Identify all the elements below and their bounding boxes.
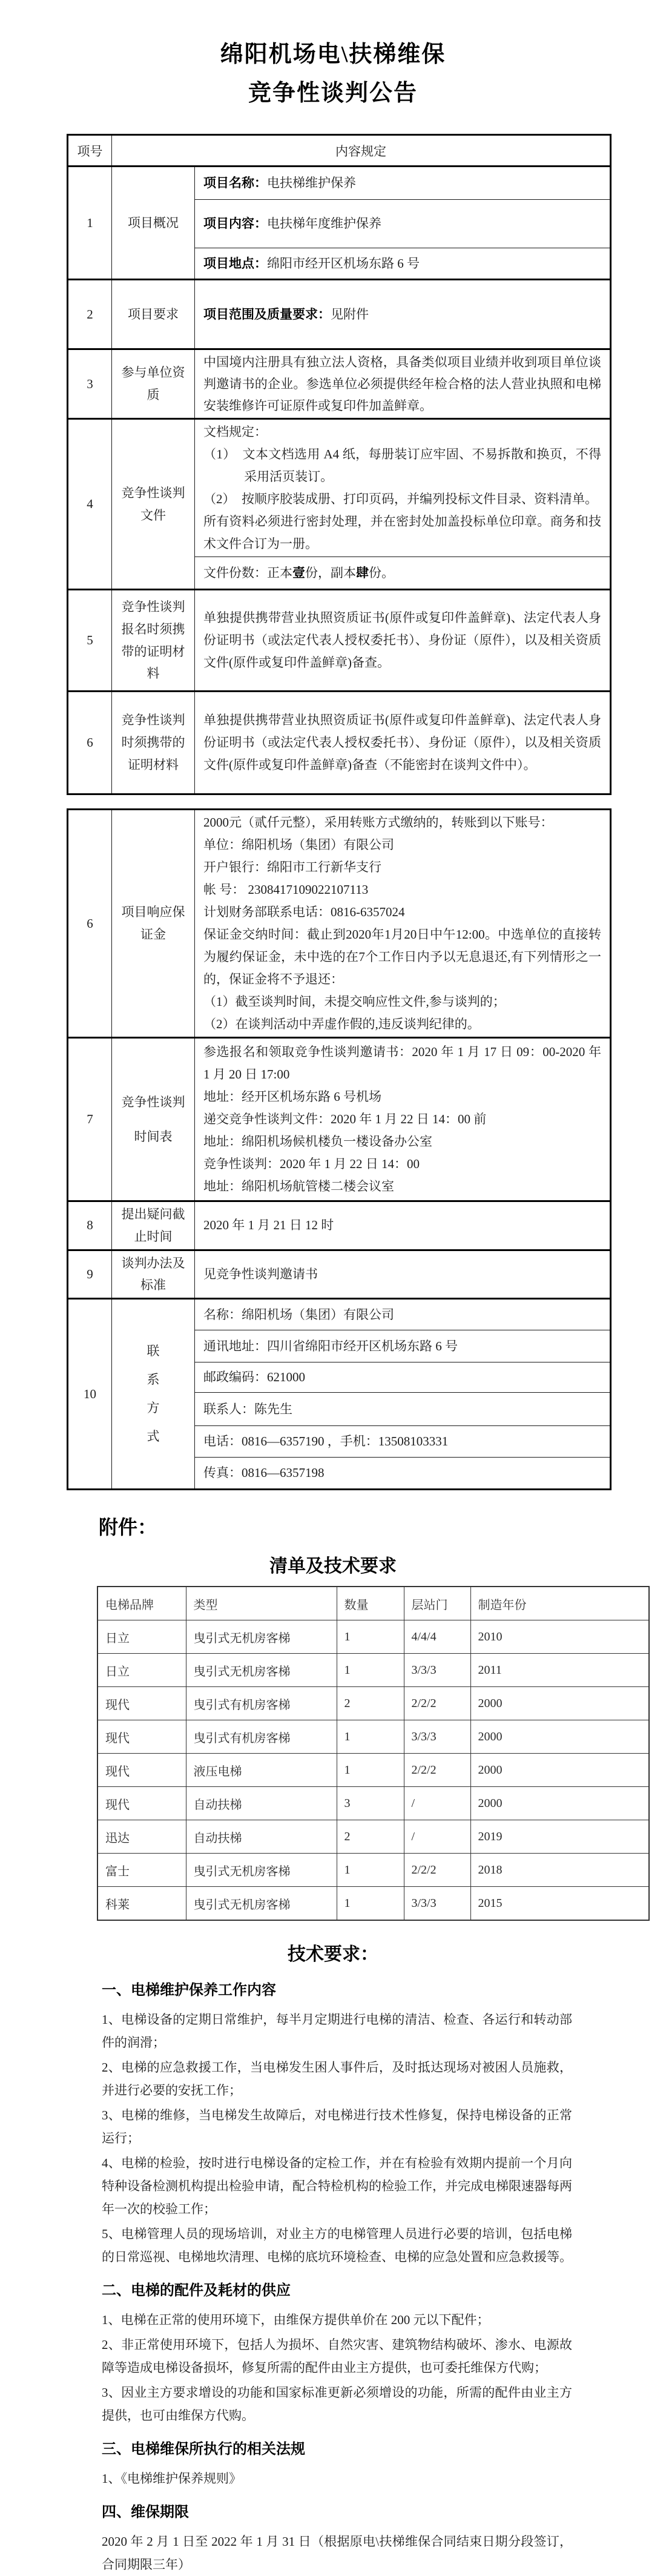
year: 2000 — [470, 1754, 649, 1787]
deposit-line: 保证金交纳时间：截止到2020年1月20日中午12:00。中选单位的直接转为履约保证金，未中选的在7个工作日内予以无息退还,有下列情形之一的，保证金将不予退还： — [203, 927, 601, 986]
year: 2011 — [470, 1654, 649, 1687]
elevator-row — [97, 1687, 649, 1720]
tech-requirements-body — [102, 1978, 572, 2576]
quantity: 3 — [337, 1787, 404, 1820]
item-label: 提出疑问截止时间 — [112, 1201, 195, 1250]
item-content: 2020 年 1 月 21 日 12 时 — [195, 1201, 611, 1250]
item-label: 竞争性谈判文件 — [112, 419, 195, 590]
elevator-row — [97, 1887, 649, 1921]
elevator-row — [97, 1854, 649, 1887]
elevator-row — [97, 1720, 649, 1754]
col-year: 制造年份 — [470, 1587, 649, 1620]
elevator-row — [97, 1654, 649, 1687]
field-value: 电扶梯维护保养 — [267, 176, 356, 190]
doc-rule-line: 所有资料必须进行密封处理，并在密封处加盖投标单位印章。商务和技术文件合订为一册。 — [203, 514, 601, 551]
schedule-line: 递交竞争性谈判文件：2020 年 1 月 22 日 14：00 前 — [203, 1112, 487, 1126]
field-label: 项目地点： — [203, 256, 267, 271]
item-content: 中国境内注册具有独立法人资格，具备类似项目业绩并收到项目单位谈判邀请书的企业。参选单位必须提供经年检合格的法人营业执照和电梯安装维修许可证原件或复印件加盖鲜章。 — [195, 349, 611, 419]
deposit-line: 帐 号： 2308417109022107113 — [203, 882, 369, 897]
table-row — [68, 1038, 611, 1201]
floors: 2/2/2 — [404, 1687, 470, 1720]
table-row — [68, 419, 611, 557]
attachment-table-title: 清单及技术要求 — [269, 1556, 397, 1576]
year: 2000 — [470, 1720, 649, 1754]
floors: 3/3/3 — [404, 1720, 470, 1754]
item-no: 7 — [68, 1038, 112, 1201]
section-paragraph: 1、电梯设备的定期日常维护，每半月定期进行电梯的清洁、检查、各运行和转动部件的润滑； — [102, 2012, 572, 2050]
elevator-table-header — [97, 1587, 649, 1620]
table-row — [68, 1299, 611, 1330]
item-label: 谈判办法及标准 — [112, 1250, 195, 1299]
type: 曳引式无机房客梯 — [186, 1654, 337, 1687]
item-content: 单独提供携带营业执照资质证书(原件或复印件盖鲜章)、法定代表人身份证明书（或法定代表人授权委托书）、身份证（原件），以及相关资质文件(原件或复印件盖鲜章)备查（不能密封在谈判文件中）。 — [195, 692, 611, 794]
field-value: 电扶梯年度维护保养 — [267, 216, 381, 231]
table-row — [68, 590, 611, 692]
item-content — [195, 419, 611, 557]
schedule-line: 地址：经开区机场东路 6 号机场 — [203, 1089, 381, 1104]
quantity: 1 — [337, 1720, 404, 1754]
copies-text: 文件份数：正本 — [203, 565, 292, 580]
item-label: 项目要求 — [112, 280, 195, 349]
table-row — [68, 167, 611, 200]
label-char: 联 — [147, 1344, 160, 1358]
elevator-row — [97, 1620, 649, 1654]
section-title: 四、维保期限 — [102, 2505, 189, 2520]
item-label: 项目响应保证金 — [112, 810, 195, 1038]
floors: 3/3/3 — [404, 1654, 470, 1687]
floors: / — [404, 1820, 470, 1854]
item-content — [195, 557, 611, 590]
table-row — [68, 349, 611, 419]
year: 2019 — [470, 1820, 649, 1854]
col-brand: 电梯品牌 — [97, 1587, 186, 1620]
item-content — [195, 280, 611, 349]
contact-postcode: 邮政编码：621000 — [195, 1362, 611, 1393]
section-title: 一、电梯维护保养工作内容 — [102, 1983, 276, 1998]
section-paragraph: 1、电梯在正常的使用环境下，由维保方提供单价在 200 元以下配件； — [102, 2313, 490, 2327]
schedule-line: 竞争性谈判：2020 年 1 月 22 日 14：00 — [203, 1157, 420, 1171]
quantity: 1 — [337, 1654, 404, 1687]
brand: 日立 — [97, 1620, 186, 1654]
type: 曳引式无机房客梯 — [186, 1620, 337, 1654]
floors: / — [404, 1787, 470, 1820]
item-no: 1 — [68, 167, 112, 280]
copies-count-duplicate: 肆 — [356, 565, 369, 580]
label-char: 方 — [147, 1401, 160, 1415]
page-title-line1: 绵阳机场电\扶梯维保 — [220, 42, 446, 67]
col-type: 类型 — [186, 1587, 337, 1620]
brand: 科莱 — [97, 1887, 186, 1921]
item-no: 10 — [68, 1299, 112, 1490]
type: 曳引式无机房客梯 — [186, 1854, 337, 1887]
contact-address: 通讯地址：四川省绵阳市经开区机场东路 6 号 — [195, 1330, 611, 1362]
item-no: 2 — [68, 280, 112, 349]
quantity: 2 — [337, 1687, 404, 1720]
item-no: 3 — [68, 349, 112, 419]
copies-text: 份，副本 — [305, 565, 356, 580]
item-label: 参与单位资质 — [112, 349, 195, 419]
header-content-rule: 内容规定 — [112, 135, 611, 167]
copies-text: 份。 — [369, 565, 394, 580]
item-label: 竞争性谈判报名时须携带的证明材料 — [112, 590, 195, 692]
year: 2000 — [470, 1787, 649, 1820]
announcement-table-part1 — [67, 134, 612, 795]
section-title: 三、电梯维保所执行的相关法规 — [102, 2442, 305, 2457]
table-row — [68, 692, 611, 794]
contact-phone: 电话：0816—6357190 ，手机：13508103331 — [195, 1426, 611, 1458]
label-char: 式 — [147, 1429, 160, 1444]
tech-section — [102, 2500, 572, 2576]
brand: 迅达 — [97, 1820, 186, 1854]
item-content — [195, 167, 611, 200]
section-paragraph: 3、因业主方要求增设的功能和国家标准更新必须增设的功能，所需的配件由业主方提供，也可由维保方代购。 — [102, 2385, 572, 2423]
brand: 现代 — [97, 1754, 186, 1787]
header-item-no: 项号 — [68, 135, 112, 167]
item-no: 6 — [68, 692, 112, 794]
field-label: 项目名称： — [203, 176, 267, 190]
type: 曳引式无机房客梯 — [186, 1887, 337, 1921]
table-row — [68, 810, 611, 1038]
item-label: 竞争性谈判时须携带的证明材料 — [112, 692, 195, 794]
elevator-row — [97, 1787, 649, 1820]
year: 2015 — [470, 1887, 649, 1921]
tech-section — [102, 2278, 572, 2427]
item-no: 5 — [68, 590, 112, 692]
type: 曳引式有机房客梯 — [186, 1687, 337, 1720]
year: 2010 — [470, 1620, 649, 1654]
brand: 现代 — [97, 1787, 186, 1820]
section-paragraph: 2、电梯的应急救援工作，当电梯发生困人事件后，及时抵达现场对被困人员施救，并进行必要的安抚工作； — [102, 2060, 572, 2098]
schedule-line: 地址：绵阳机场候机楼负一楼设备办公室 — [203, 1134, 432, 1149]
schedule-line: 参选报名和领取竞争性谈判邀请书：2020 年 1 月 17 日 09：00-2020 年 1 月 20 日 17:00 — [203, 1045, 601, 1082]
col-quantity: 数量 — [337, 1587, 404, 1620]
schedule-line: 地址：绵阳机场航管楼二楼会议室 — [203, 1179, 394, 1194]
announcement-document — [0, 35, 666, 2572]
item-no: 8 — [68, 1201, 112, 1250]
doc-rule-line: （1） 文本文档选用 A4 纸，每册装订应牢固、不易拆散和换页，不得采用活页装订。 — [203, 447, 601, 484]
quantity: 1 — [337, 1620, 404, 1654]
brand: 日立 — [97, 1654, 186, 1687]
elevator-list-table — [97, 1586, 650, 1921]
section-paragraph: 5、电梯管理人员的现场培训，对业主方的电梯管理人员进行必要的培训，包括电梯的日常巡视、电梯地坎清理、电梯的底坑环境检查、电梯的应急处置和应急救援等。 — [102, 2227, 572, 2264]
contact-fax: 传真：0816—6357198 — [195, 1458, 611, 1490]
floors: 2/2/2 — [404, 1854, 470, 1887]
item-content: 单独提供携带营业执照资质证书(原件或复印件盖鲜章)、法定代表人身份证明书（或法定代表人授权委托书）、身份证（原件），以及相关资质文件(原件或复印件盖鲜章)备查。 — [195, 590, 611, 692]
elevator-row — [97, 1754, 649, 1787]
item-no: 9 — [68, 1250, 112, 1299]
type: 曳引式有机房客梯 — [186, 1720, 337, 1754]
item-content: 见竞争性谈判邀请书 — [195, 1250, 611, 1299]
tech-section — [102, 1978, 572, 2268]
quantity: 1 — [337, 1887, 404, 1921]
section-paragraph: 4、电梯的检验，按时进行电梯设备的定检工作，并在有检验有效期内提前一个月向特种设备检测机构提出检验申请，配合特检机构的检验工作，并完成电梯限速器每两年一次的校验工作； — [102, 2156, 572, 2216]
year: 2000 — [470, 1687, 649, 1720]
deposit-line: 开户银行：绵阳市工行新华支行 — [203, 860, 381, 874]
contact-name: 名称：绵阳机场（集团）有限公司 — [195, 1299, 611, 1330]
elevator-row — [97, 1820, 649, 1854]
brand: 现代 — [97, 1687, 186, 1720]
type: 自动扶梯 — [186, 1787, 337, 1820]
deposit-line: 2000元（贰仟元整），采用转账方式缴纳的，转账到以下账号： — [203, 815, 553, 830]
year: 2018 — [470, 1854, 649, 1887]
field-value: 绵阳市经开区机场东路 6 号 — [267, 256, 420, 271]
deposit-line: 计划财务部联系电话：0816-6357024 — [203, 905, 405, 919]
field-value: 见附件 — [331, 306, 369, 322]
label-char: 系 — [147, 1372, 160, 1387]
section-paragraph: 3、电梯的维修，当电梯发生故障后，对电梯进行技术性修复，保持电梯设备的正常运行； — [102, 2108, 572, 2145]
section-paragraph: 2、非正常使用环境下，包括人为损坏、自然灾害、建筑物结构破坏、渗水、电源故障等造成电梯设备损坏，修复所需的配件由业主方提供，也可委托维保方代购； — [102, 2337, 572, 2375]
section-paragraph: 2020 年 2 月 1 日至 2022 年 1 月 31 日（根据原电\扶梯维保合同结束日期分段签订，合同期限三年） — [102, 2534, 572, 2572]
floors: 2/2/2 — [404, 1754, 470, 1787]
deposit-line: （1）截至谈判时间，未提交响应性文件,参与谈判的； — [203, 994, 506, 1009]
item-no: 6 — [68, 810, 112, 1038]
item-label: 竞争性谈判时间表 — [112, 1038, 195, 1201]
brand: 富士 — [97, 1854, 186, 1887]
doc-rule-line: （2） 按顺序胶装成册、打印页码，并编列投标文件目录、资料清单。 — [203, 492, 598, 506]
deposit-line: 单位：绵阳机场（集团）有限公司 — [203, 837, 394, 852]
deposit-line: （2）在谈判活动中弄虚作假的,违反谈判纪律的。 — [203, 1017, 480, 1031]
copies-count-original: 壹 — [292, 565, 305, 580]
tech-section — [102, 2437, 572, 2490]
quantity: 1 — [337, 1854, 404, 1887]
table-row — [68, 1201, 611, 1250]
item-content — [195, 810, 611, 1038]
table-row — [68, 1250, 611, 1299]
col-floors: 层站门 — [404, 1587, 470, 1620]
table-header-row — [68, 135, 611, 167]
announcement-table-part2 — [67, 808, 612, 1490]
quantity: 2 — [337, 1820, 404, 1854]
item-label: 项目概况 — [112, 167, 195, 280]
page-title-line2: 竞争性谈判公告 — [248, 81, 418, 106]
floors: 4/4/4 — [404, 1620, 470, 1654]
section-title: 二、电梯的配件及耗材的供应 — [102, 2283, 291, 2299]
field-label: 项目内容： — [203, 216, 267, 231]
type: 液压电梯 — [186, 1754, 337, 1787]
item-content — [195, 200, 611, 248]
item-content — [195, 248, 611, 280]
doc-rule-line: 文档规定： — [203, 424, 267, 439]
page-title — [0, 35, 666, 113]
item-content — [195, 1038, 611, 1201]
brand: 现代 — [97, 1720, 186, 1754]
item-no: 4 — [68, 419, 112, 590]
table-row — [68, 280, 611, 349]
field-label: 项目范围及质量要求： — [203, 306, 331, 322]
attachment-heading: 附件： — [99, 1516, 157, 1538]
item-label-contact — [112, 1299, 195, 1490]
type: 自动扶梯 — [186, 1820, 337, 1854]
floors: 3/3/3 — [404, 1887, 470, 1921]
quantity: 1 — [337, 1754, 404, 1787]
section-paragraph: 1、《电梯维护保养规则》 — [102, 2471, 242, 2486]
contact-person: 联系人：陈先生 — [195, 1393, 611, 1426]
tech-requirements-heading: 技术要求： — [288, 1944, 378, 1964]
